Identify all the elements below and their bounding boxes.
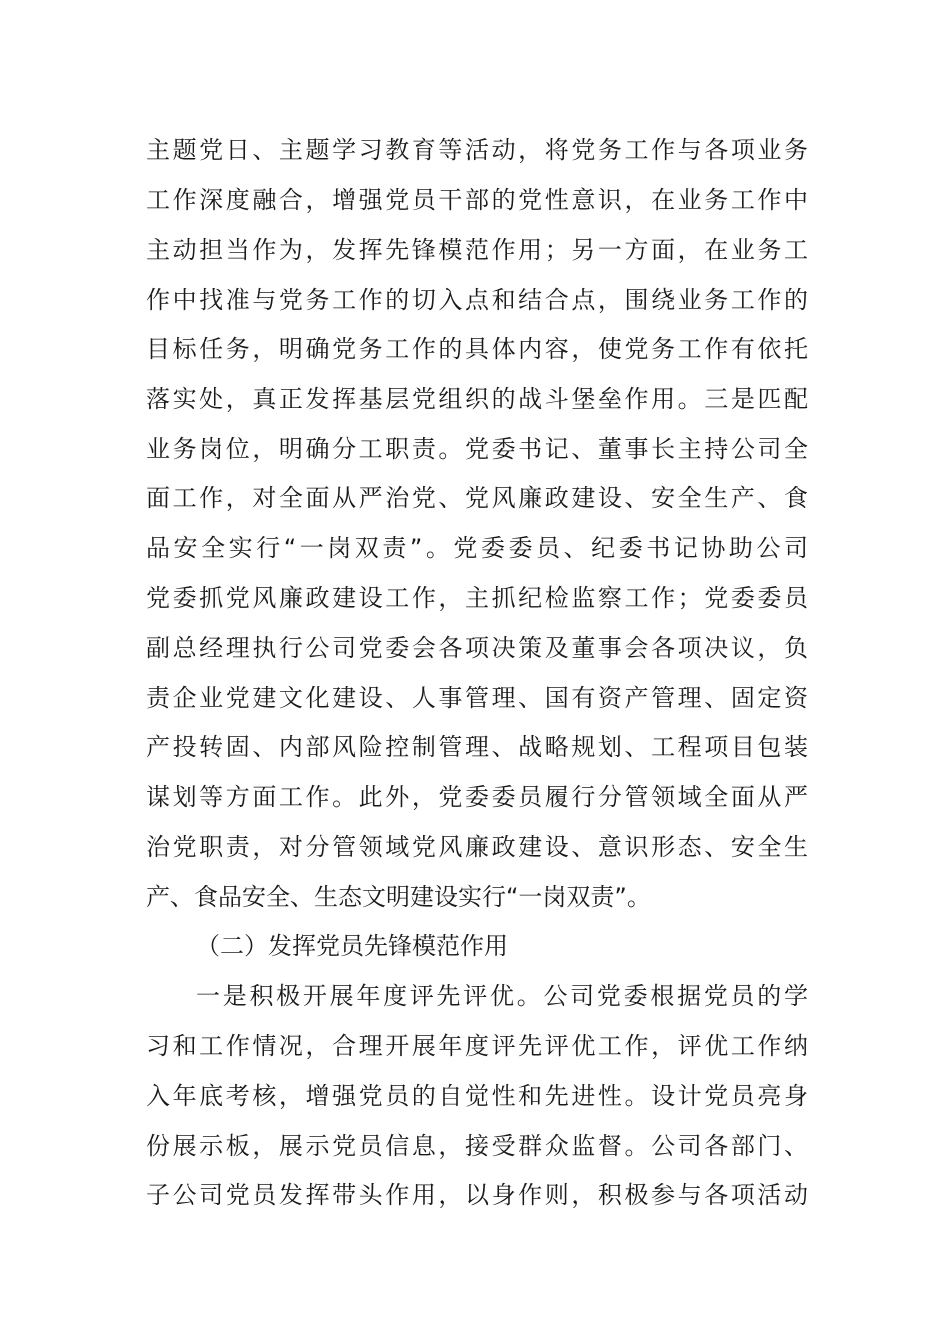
body-text-line: 谋划等方面工作。此外，党委委员履行分管领域全面从严 [146, 783, 808, 811]
body-text-line: 习和工作情况，合理开展年度评先评优工作，评优工作纳 [146, 1032, 808, 1060]
body-text-line: 业务岗位，明确分工职责。党委书记、董事长主持公司全 [146, 435, 808, 463]
body-text-line: 品安全实行“一岗双责”。党委委员、纪委书记协助公司 [146, 534, 808, 562]
body-text-line: 责企业党建文化建设、人事管理、国有资产管理、固定资 [146, 684, 808, 712]
body-text-line: 一是积极开展年度评先评优。公司党委根据党员的学 [196, 982, 808, 1010]
body-text-line: 治党职责，对分管领域党风廉政建设、意识形态、安全生 [146, 833, 808, 861]
body-text-line: 落实处，真正发挥基层党组织的战斗堡垒作用。三是匹配 [146, 385, 808, 413]
body-text-line: 产投转固、内部风险控制管理、战略规划、工程项目包装 [146, 733, 808, 761]
body-text-line: 主动担当作为，发挥先锋模范作用；另一方面，在业务工 [146, 236, 808, 264]
body-text-line: 目标任务，明确党务工作的具体内容，使党务工作有依托 [146, 335, 808, 363]
body-text-line: 主题党日、主题学习教育等活动，将党务工作与各项业务 [146, 136, 808, 164]
body-text-line: 入年底考核，增强党员的自觉性和先进性。设计党员亮身 [146, 1082, 808, 1110]
body-text-line: 产、食品安全、生态文明建设实行“一岗双责”。 [146, 883, 651, 911]
body-text-line: 工作深度融合，增强党员干部的党性意识，在业务工作中 [146, 186, 808, 214]
section-heading: （二）发挥党员先锋模范作用 [196, 932, 508, 960]
body-text-line: 面工作，对全面从严治党、党风廉政建设、安全生产、食 [146, 484, 808, 512]
body-text-line: 副总经理执行公司党委会各项决策及董事会各项决议，负 [146, 634, 808, 662]
body-text-line: 作中找准与党务工作的切入点和结合点，围绕业务工作的 [146, 286, 808, 314]
body-text-line: 份展示板，展示党员信息，接受群众监督。公司各部门、 [146, 1132, 808, 1160]
body-text-line: 党委抓党风廉政建设工作，主抓纪检监察工作；党委委员 [146, 584, 808, 612]
body-text-line: 子公司党员发挥带头作用，以身作则，积极参与各项活动 [146, 1181, 808, 1209]
